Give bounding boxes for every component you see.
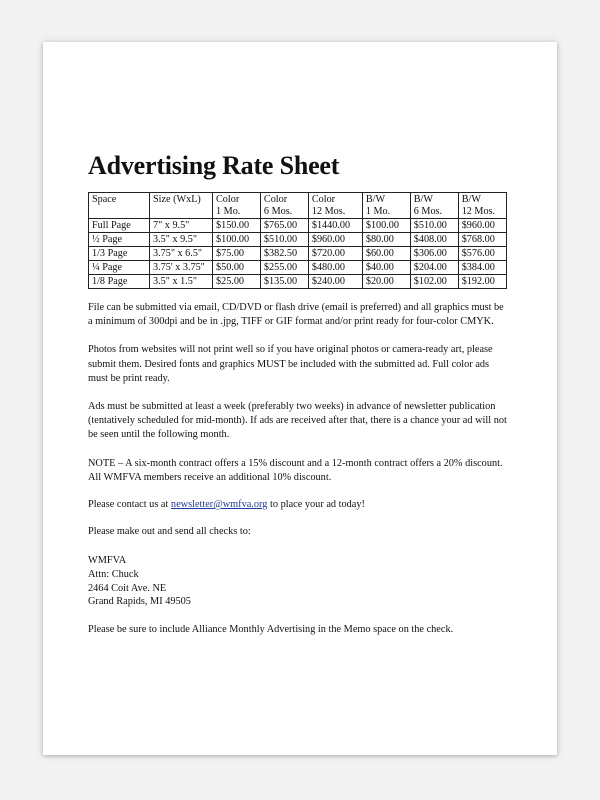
table-cell: $20.00 [362,275,410,289]
table-row [89,233,507,247]
rate-table [88,192,507,289]
table-cell: $150.00 [213,219,261,233]
contact-text-after: to place your ad today! [267,499,365,511]
table-cell: $382.50 [260,247,308,261]
table-cell: $255.00 [260,261,308,275]
contact-email-link[interactable]: newsletter@wmfva.org [170,499,268,511]
header-bw-12mos: B/W 12 Mos. [458,193,506,219]
table-cell: $75.00 [213,247,261,261]
table-cell: $384.00 [458,261,506,275]
table-cell: $480.00 [308,261,362,275]
table-cell: $765.00 [260,219,308,233]
table-cell: ¼ Page [89,261,150,275]
table-cell: 3.5" x 1.5" [150,275,213,289]
table-cell: 7" x 9.5" [150,219,213,233]
table-row [89,247,507,261]
deadline-paragraph: Ads must be submitted at least a week (preferably two weeks) in advance of newsletter publication (tentatively scheduled for mid-month). If ads are received after that, there is a chance your ad will not be seen until the following month. [88,401,507,441]
table-cell: ½ Page [89,233,150,247]
header-color-1mo: Color 1 Mo. [213,193,261,219]
table-cell: $80.00 [362,233,410,247]
table-cell: $100.00 [362,219,410,233]
table-cell: $960.00 [308,233,362,247]
table-cell: $306.00 [410,247,458,261]
table-cell: 1/3 Page [89,247,150,261]
address-line-street: 2464 Coit Ave. NE [88,582,167,594]
table-cell: $510.00 [410,219,458,233]
table-cell: $100.00 [213,233,261,247]
mailing-address [88,554,508,608]
address-line-org: WMFVA [88,555,127,567]
table-cell: 3.75" x 6.5" [150,247,213,261]
table-cell: $50.00 [213,261,261,275]
header-size: Size (WxL) [150,193,213,219]
table-cell: 3.75' x 3.75" [150,261,213,275]
table-cell: $510.00 [260,233,308,247]
table-cell: $60.00 [362,247,410,261]
header-color-6mos: Color 6 Mos. [260,193,308,219]
memo-paragraph: Please be sure to include Alliance Monthly Advertising in the Memo space on the check. [88,623,454,635]
table-cell: Full Page [89,219,150,233]
checks-paragraph: Please make out and send all checks to: [88,526,251,538]
photos-paragraph: Photos from websites will not print well so if you have original photos or camera-ready art, please submit them. Desired fonts and graphics MUST be included with the submitted ad. Full color ads must be print ready. [88,344,493,384]
table-cell: 1/8 Page [89,275,150,289]
table-cell: 3.5" x 9.5" [150,233,213,247]
page-title: Advertising Rate Sheet [88,151,340,180]
table-row [89,261,507,275]
contact-paragraph [88,498,508,512]
file-requirements-paragraph: File can be submitted via email, CD/DVD or flash drive (email is preferred) and all graphics must be a minimum of 300dpi and be in .jpg, TIFF or GIF format and/or print ready for four-color CMYK. [88,302,504,328]
header-bw-6mos: B/W 6 Mos. [410,193,458,219]
table-cell: $408.00 [410,233,458,247]
header-bw-1mo: B/W 1 Mo. [362,193,410,219]
contact-text-before: Please contact us at [88,499,171,511]
header-color-12mos: Color 12 Mos. [308,193,362,219]
table-cell: $102.00 [410,275,458,289]
table-cell: $960.00 [458,219,506,233]
document-page [43,42,557,755]
document-content [88,150,508,637]
table-cell: $1440.00 [308,219,362,233]
table-cell: $40.00 [362,261,410,275]
address-line-city: Grand Rapids, MI 49505 [88,596,191,608]
table-cell: $204.00 [410,261,458,275]
table-cell: $25.00 [213,275,261,289]
table-cell: $720.00 [308,247,362,261]
table-cell: $768.00 [458,233,506,247]
address-line-attn: Attn: Chuck [88,569,139,581]
header-space: Space [89,193,150,219]
rate-table-header-row [89,193,507,219]
discount-note-paragraph: NOTE – A six-month contract offers a 15% discount and a 12-month contract offers a 20% discount. All WMFVA members receive an additional 10% discount. [88,457,503,483]
table-cell: $240.00 [308,275,362,289]
table-row [89,275,507,289]
table-row [89,219,507,233]
table-cell: $135.00 [260,275,308,289]
table-cell: $576.00 [458,247,506,261]
table-cell: $192.00 [458,275,506,289]
